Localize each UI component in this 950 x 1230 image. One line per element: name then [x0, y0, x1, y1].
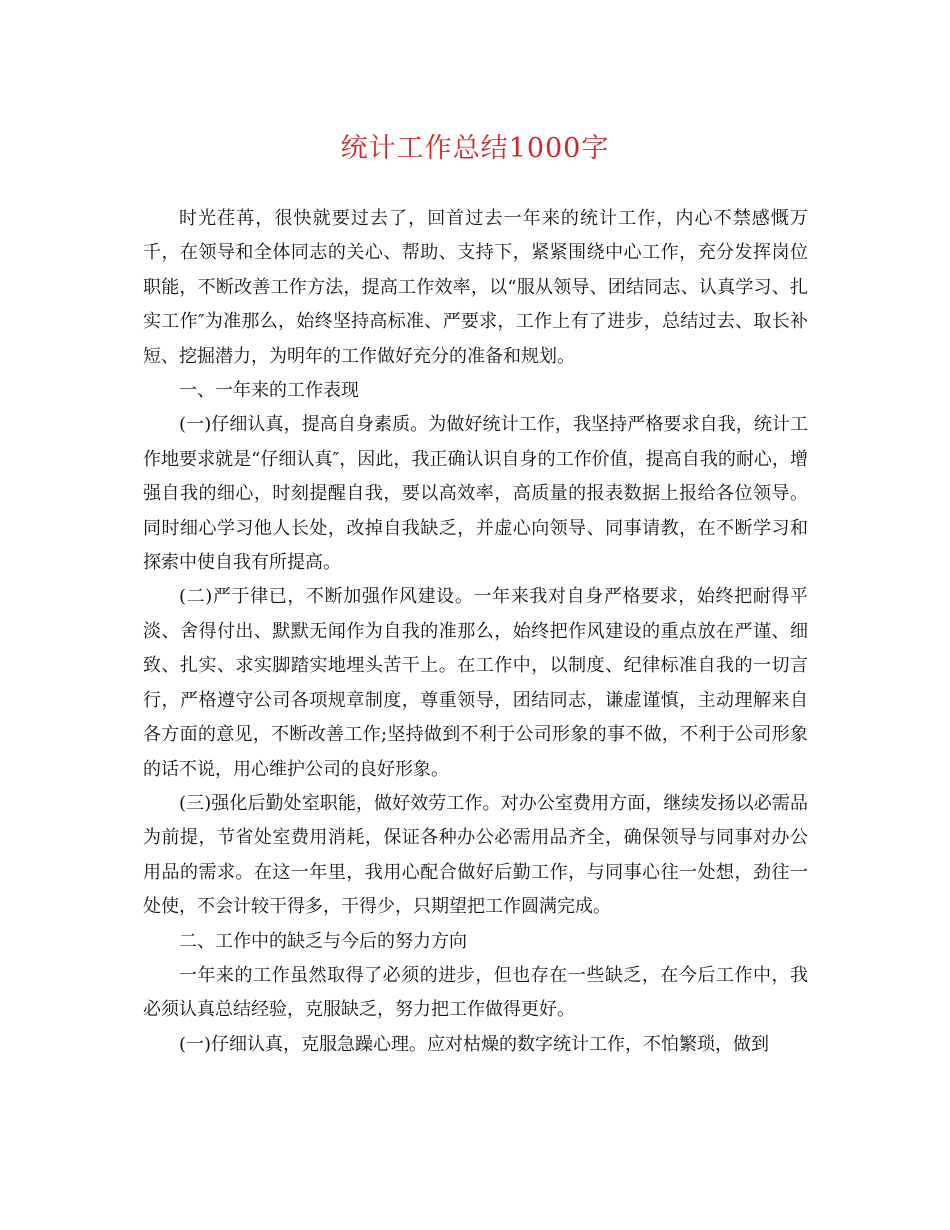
- document-title: 统计工作总结1000字: [340, 133, 610, 164]
- paragraph-1-3: (三)强化后勤处室职能，做好效劳工作。对办公室费用方面，继续发扬以必需品为前提，节省处室费用消耗，保证各种办公必需用品齐全，确保领导与同事对办公用品的需求。在这一年里，我用心配合做好后勤工作，与同事心往一处想，劲往一处使，不会计较干得多，干得少，只期望把工作圆满完成。: [143, 792, 808, 918]
- paragraph-1-1: (一)仔细认真，提高自身素质。为做好统计工作，我坚持严格要求自我，统计工作地要求就是“仔细认真″，因此，我正确认识自身的工作价值，提高自我的耐心，增强自我的细心，时刻提醒自我，要以高效率，高质量的报表数据上报给各位领导。同时细心学习他人长处，改掉自我缺乏，并虚心向领导、同事请教，在不断学习和探索中使自我有所提高。: [143, 414, 808, 574]
- paragraph-2-intro: 一年来的工作虽然取得了必须的进步，但也存在一些缺乏，在今后工作中，我必须认真总结经验，克服缺乏，努力把工作做得更好。: [143, 964, 808, 1021]
- section-heading-2: 二、工作中的缺乏与今后的努力方向: [179, 930, 467, 952]
- document-body: [143, 202, 808, 1062]
- section-heading-1: 一、一年来的工作表现: [179, 380, 359, 402]
- paragraph-2-1: (一)仔细认真，克服急躁心理。应对枯燥的数字统计工作，不怕繁琐，做到: [179, 1033, 770, 1055]
- paragraph-intro: 时光荏苒，很快就要过去了，回首过去一年来的统计工作，内心不禁感慨万千，在领导和全体同志的关心、帮助、支持下，紧紧围绕中心工作，充分发挥岗位职能，不断改善工作方法，提高工作效率，以“服从领导、团结同志、认真学习、扎实工作″为准那么，始终坚持高标准、严要求，工作上有了进步，总结过去、取长补短、挖掘潜力，为明年的工作做好充分的准备和规划。: [143, 208, 808, 367]
- paragraph-1-2: (二)严于律已，不断加强作风建设。一年来我对自身严格要求，始终把耐得平淡、舍得付出、默默无闻作为自我的准那么，始终把作风建设的重点放在严谨、细致、扎实、求实脚踏实地埋头苦干上。在工作中，以制度、纪律标准自我的一切言行，严格遵守公司各项规章制度，尊重领导，团结同志，谦虚谨慎，主动理解来自各方面的意见，不断改善工作;坚持做到不利于公司形象的事不做，不利于公司形象的话不说，用心维护公司的良好形象。: [143, 586, 808, 780]
